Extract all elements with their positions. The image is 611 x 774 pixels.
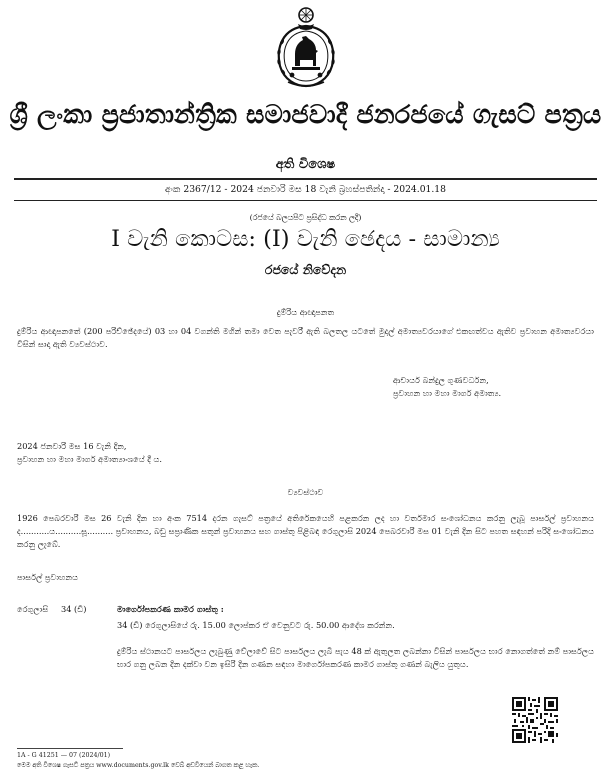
intro-paragraph: දුම්රිය ආඥාපනතේ (200 පරිච්ඡේදයේ) 03 හා 04 වගන්ති මගින් තමා වෙත පැවරී ඇති බලතල යටතේ මුදල් අමාත්‍යවරයාගේ එකඟත්වය ඇතිව ප්‍රවාහන අමාත්‍යවරයා විසින් සාදා ඇති ව්‍යවස්ථාව. (17, 326, 594, 349)
divider (14, 178, 597, 180)
regulation-detail: දුම්රිය ස්ථානයට පාර්සලය ලැබුණු වේලාවේ සිට පාර්සලය ලැබී පැය 48 ක් ඇතුලත ලබන්නා විසින් පාර්සලය භාර නොගත්තේ නම් පාර්සලය භාර ගනු ලබන දින දක්වා වන ඉසිරි දින ගණන සඳහා මාර්ගෝපකරණ කාමර ගාස්තු ගණන් බැලිය යුතුය. (117, 646, 594, 669)
qr-code-icon (512, 697, 558, 743)
date-line: 2024 ජනවාරි මස 16 වැනි දින, (17, 441, 127, 451)
signatory-title: ප්‍රවාහන හා මහා මාර්ග අමාත්‍ය. (393, 388, 502, 398)
section-title: දුම්රිය ආඥාපනත (276, 307, 335, 317)
signatory-name: ආචාර්ය බන්දුල ගුණවර්ධන, (393, 375, 489, 385)
divider (14, 200, 597, 201)
issue-line: අංක 2367/12 - 2024 ජනවාරි මස 18 වැනි බ්‍රහස්පතින්දා - 2024.01.18 (164, 184, 447, 195)
government-notices-heading: රජයේ නිවේදන (264, 262, 347, 277)
regulation-amendment: 34 (ඩී) රෙගුලාසියේ රු. 15.00 ලොප්කර ඒ වෙනුවට රු. 50.00 ආදේශ කරන්න. (117, 620, 395, 630)
part-heading: I වැනි කොටස: (I) වැනි ඡෙදය - සාමාන්‍ය (111, 226, 500, 252)
gazette-subtitle: අති විශෙෂ (275, 157, 336, 172)
footer-code: 1A - G 41251 — 07 (2024/01) (17, 752, 111, 759)
regulation-subtitle: මාර්ගෝපකරණ කාමර ගාස්තු : (117, 604, 224, 614)
national-emblem-icon (268, 4, 344, 90)
place-line: ප්‍රවාහන හා මහා මාර්ග අමාත්‍යාංශයේ දී ය. (17, 454, 162, 464)
footer-note: මෙම අති විශෙෂ ගැසට් පත්‍රය www.documents.gov.lk වෙබ් අඩවියෙන් බාගත කළ හැක. (17, 762, 260, 769)
gazette-title: ශ්‍රී ලංකා ප්‍රජාතාන්ත්‍රික සමාජවාදී ජනරජයේ ගැසට් පත්‍රය (9, 100, 602, 130)
parcel-heading: පාර්සල් ප්‍රවාහනය (17, 572, 79, 582)
authority-line: (රජයේ බලයපිට ප්‍රසිද්ධ කරන ලදී) (249, 213, 362, 222)
footer-divider (17, 748, 123, 749)
regulation-number: 34 (ඩී) (61, 604, 87, 614)
regulation-title: ව්‍යවස්ථාව (287, 487, 324, 497)
regulation-paragraph: 1926 පෙබරවාරි මස 26 වැනි දින හා අංක 7514 දරන ගැසට් පත්‍රයේ අතිරේකයෙහි පළකරන ලද හා වර්තමාර සංශෝධනය කරනු ලැබූ පාර්සල් ප්‍රවාහනය ද...........ය..........සූ.......... ප්‍රවාහනය, බඩු සප්‍රාණික සතුන් ප්‍රවාහනය සහ ගාස්තු පිළිබඳ රෙගුලාසි 2024 පෙබරවාරි මස 01 වැනි දින සිට පහත සඳහන් පරිදි සංශෝධනය කරනු ලැබේ. (17, 513, 594, 549)
regulation-label: රෙගුලාසි (17, 604, 49, 614)
